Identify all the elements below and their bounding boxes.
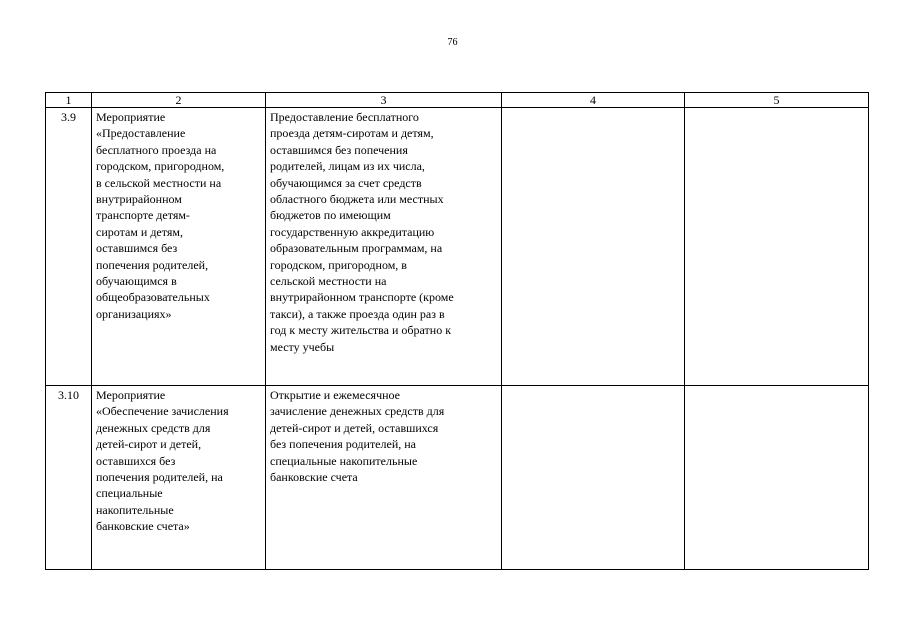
column-header-4: 4 bbox=[502, 93, 685, 108]
description-cell: Открытие и ежемесячное зачисление денежных средств для детей-сирот и детей, оставшихся без попечения родителей, на специальные накопительные банковские счета bbox=[266, 386, 502, 570]
column-header-1: 1 bbox=[46, 93, 92, 108]
table-row bbox=[46, 386, 869, 570]
page-number: 76 bbox=[447, 37, 458, 48]
column-5-cell bbox=[685, 386, 869, 570]
column-5-cell bbox=[685, 108, 869, 386]
event-cell: Мероприятие «Предоставление бесплатного проезда на городском, пригородном, в сельской местности на внутрирайонном транспорте детям- сиротам и детям, оставшимся без попечения родителей, обучающимся в общеобразовательных организациях» bbox=[92, 108, 266, 386]
column-header-2: 2 bbox=[92, 93, 266, 108]
program-table bbox=[45, 92, 869, 570]
event-cell: Мероприятие «Обеспечение зачисления денежных средств для детей-сирот и детей, оставшихся без попечения родителей, на специальные накопительные банковские счета» bbox=[92, 386, 266, 570]
table-row bbox=[46, 108, 869, 386]
column-header-3: 3 bbox=[266, 93, 502, 108]
row-number: 3.9 bbox=[46, 108, 92, 386]
column-4-cell bbox=[502, 108, 685, 386]
row-number: 3.10 bbox=[46, 386, 92, 570]
table-header-row bbox=[46, 93, 869, 108]
column-4-cell bbox=[502, 386, 685, 570]
description-cell: Предоставление бесплатного проезда детям-сиротам и детям, оставшимся без попечения родителей, лицам из их числа, обучающимся за счет средств областного бюджета или местных бюджетов по имеющим государственную аккредитацию образовательным программам, на городском, пригородном, в сельской местности на внутрирайонном транспорте (кроме такси), а также проезда один раз в год к месту жительства и обратно к месту учебы bbox=[266, 108, 502, 386]
column-header-5: 5 bbox=[685, 93, 869, 108]
